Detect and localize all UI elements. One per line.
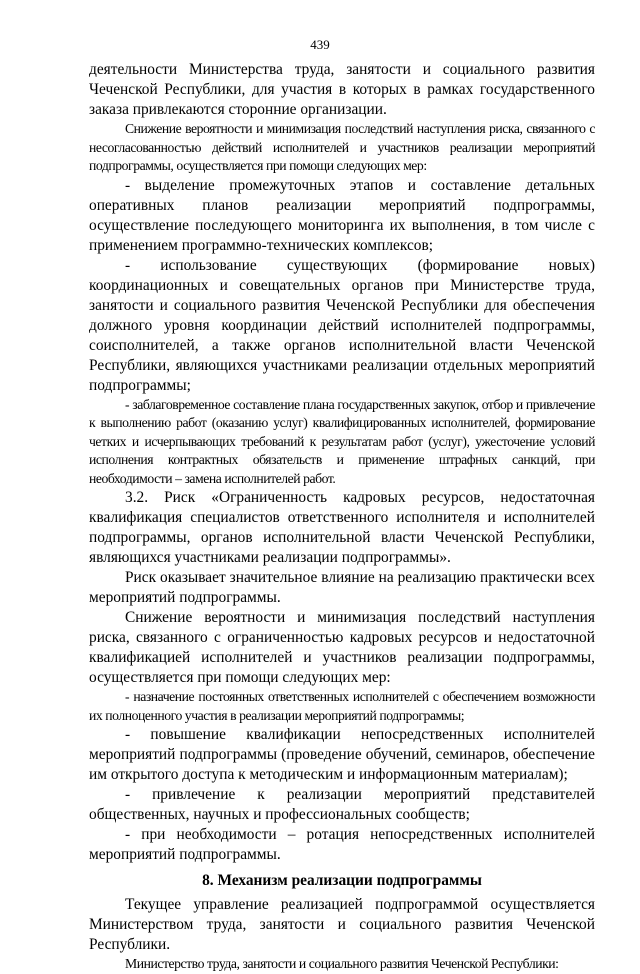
paragraph: Министерство труда, занятости и социального развития Чеченской Республики:	[125, 956, 559, 971]
list-item: - заблаговременное составление плана государственных закупок, отбор и привлечение к выполнению работ (оказанию услуг) квалифицированных исполнителей, формирование четких и исчерпывающих требований к результатам работ (услуг), ужесточение условий исполнения контрактных обязательств и применение штрафных санкций, при необходимости – замена исполнителей работ.	[89, 396, 595, 486]
list-item: - использование существующих (формирование новых) координационных и совещательных органов при Министерстве труда, занятости и социального развития Чеченской Республики для обеспечения должного уровня координации действий исполнителей подпрограммы, соисполнителей, а также органов исполнительной власти Чеченской Республики, являющихся участниками реализации отдельных мероприятий подпрограммы;	[89, 256, 595, 394]
paragraph: Снижение вероятности и минимизация последствий наступления риска, связанного с несогласованностью действий исполнителей и участников реализации мероприятий подпрограммы, осуществляется при помощи следующих мер:	[89, 121, 595, 173]
paragraph: Снижение вероятности и минимизация последствий наступления риска, связанного с ограниченностью кадровых ресурсов и недостаточной квалификацией исполнителей и участников реализации подпрограммы, осуществляется при помощи следующих мер:	[89, 609, 595, 686]
page-number: 439	[310, 37, 330, 52]
paragraph: Риск оказывает значительное влияние на реализацию практически всех мероприятий подпрограммы.	[89, 569, 595, 606]
list-item: - выделение промежуточных этапов и составление детальных оперативных планов реализации мероприятий подпрограммы, осуществление последующего мониторинга их выполнения, в том числе с применением программно-технических комплексов;	[89, 176, 595, 254]
page-content	[89, 60, 595, 974]
paragraph: 3.2. Риск «Ограниченность кадровых ресурсов, недостаточная квалификация специалистов ответственного исполнителя и исполнителей подпрограммы, органов исполнительной власти Чеченской Республики, являющихся участниками реализации подпрограммы».	[89, 489, 595, 566]
list-item: - повышение квалификации непосредственных исполнителей мероприятий подпрограммы (проведение обучений, семинаров, обеспечение им открытого доступа к методическим и информационным материалам);	[89, 726, 595, 783]
list-item: - при необходимости – ротация непосредственных исполнителей мероприятий подпрограммы.	[89, 826, 595, 863]
list-item: - привлечение к реализации мероприятий представителей общественных, научных и профессиональных сообществ;	[89, 786, 595, 823]
paragraph: Текущее управление реализацией подпрограммой осуществляется Министерством труда, занятости и социального развития Чеченской Республики.	[89, 896, 595, 953]
section-heading: 8. Механизм реализации подпрограммы	[202, 872, 482, 889]
list-item: - назначение постоянных ответственных исполнителей с обеспечением возможности их полноценного участия в реализации мероприятий подпрограммы;	[89, 689, 595, 723]
paragraph: деятельности Министерства труда, занятости и социального развития Чеченской Республики, для участия в которых в рамках государственного заказа привлекаются сторонние организации.	[89, 61, 595, 118]
